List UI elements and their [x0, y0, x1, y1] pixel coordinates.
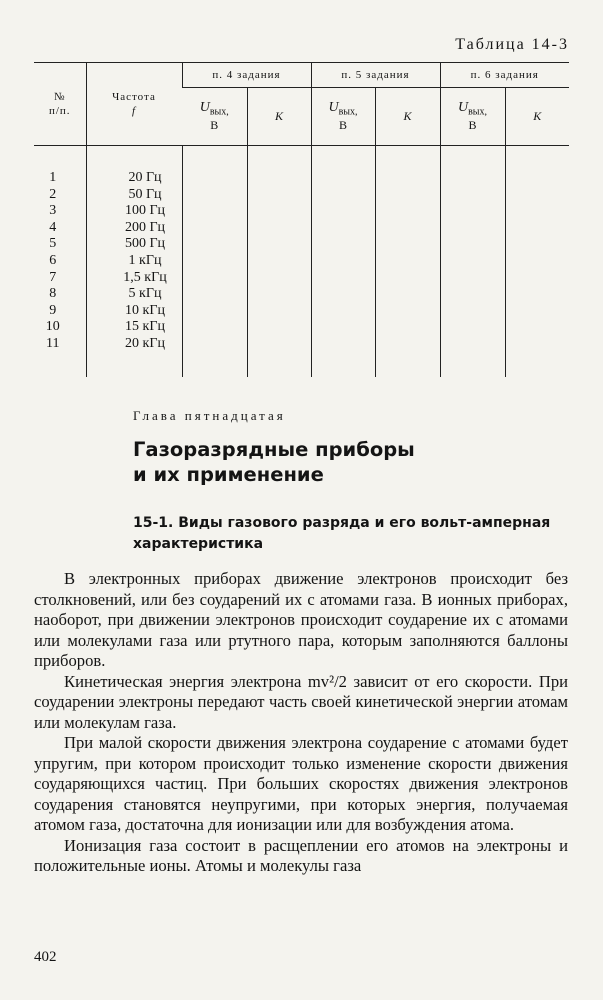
empty-cell: [311, 286, 375, 303]
row-frequency: 15 кГц: [86, 319, 182, 336]
row-frequency: 10 кГц: [86, 303, 182, 320]
header-number: № п/п.: [34, 63, 86, 146]
table-body: [34, 146, 569, 377]
empty-cell: [505, 303, 569, 320]
row-frequency: 50 Гц: [86, 187, 182, 204]
empty-cell: [505, 220, 569, 237]
empty-cell: [505, 236, 569, 253]
row-frequency: 20 Гц: [86, 170, 182, 187]
empty-cell: [182, 286, 247, 303]
section-title: 15-1. Виды газового разряда и его вольт-амперная характеристика: [133, 515, 551, 552]
empty-cell: [182, 303, 247, 320]
table-row: [34, 220, 569, 237]
table-row: [34, 270, 569, 287]
empty-cell: [440, 270, 505, 287]
empty-cell: [247, 286, 311, 303]
row-frequency: 100 Гц: [86, 203, 182, 220]
measurement-table: [34, 62, 569, 377]
empty-cell: [440, 253, 505, 270]
header-group-6: п. 6 задания: [440, 63, 569, 88]
table-row: [34, 303, 569, 320]
empty-cell: [182, 336, 247, 353]
empty-cell: [375, 336, 440, 353]
empty-cell: [505, 187, 569, 204]
row-number: 4: [49, 219, 57, 235]
empty-cell: [440, 336, 505, 353]
empty-cell: [440, 187, 505, 204]
empty-cell: [440, 319, 505, 336]
empty-cell: [375, 170, 440, 187]
empty-cell: [182, 270, 247, 287]
header-group-5: п. 5 задания: [311, 63, 440, 88]
table-row: [34, 236, 569, 253]
empty-cell: [505, 253, 569, 270]
row-number: 1: [49, 170, 57, 185]
row-number: 7: [49, 269, 57, 285]
table-row: [34, 336, 569, 353]
empty-cell: [182, 236, 247, 253]
empty-cell: [375, 270, 440, 287]
empty-cell: [440, 286, 505, 303]
paragraph: Ионизация газа состоит в расщеплении его атомов на электроны и положительные ионы. Атомы и молекулы газа: [34, 835, 568, 875]
paragraph: При малой скорости движения электрона соударение с атомами будет упругим, при котором происходит только изменение скорости движения соударяющихся частиц. При больших скоростях движения электронов соударения становятся неупругими, при которых энергия, получаемая атомом газа, достаточна для ионизации или для возбуждения атома.: [34, 733, 568, 834]
empty-cell: [247, 187, 311, 204]
paragraph: Кинетическая энергия электрона mv²/2 зависит от его скорости. При соударении электроны передают часть своей кинетической энергии атомам или молекулам газа.: [34, 671, 568, 732]
empty-cell: [182, 187, 247, 204]
empty-cell: [505, 170, 569, 187]
empty-cell: [311, 270, 375, 287]
empty-cell: [375, 220, 440, 237]
row-number: 11: [46, 335, 60, 351]
row-number: 3: [49, 203, 57, 219]
empty-cell: [311, 220, 375, 237]
row-number: 9: [49, 302, 57, 318]
empty-cell: [182, 253, 247, 270]
empty-cell: [247, 203, 311, 220]
empty-cell: [247, 170, 311, 187]
empty-cell: [375, 236, 440, 253]
chapter-title: Газоразрядные приборы и их применение: [133, 438, 415, 486]
table-row: [34, 187, 569, 204]
page-number: 402: [34, 949, 57, 965]
empty-cell: [311, 203, 375, 220]
row-frequency: 200 Гц: [86, 220, 182, 237]
row-frequency: 20 кГц: [86, 336, 182, 353]
table-row: [34, 253, 569, 270]
header-k: K: [505, 88, 569, 146]
empty-cell: [182, 319, 247, 336]
empty-cell: [505, 336, 569, 353]
empty-cell: [505, 286, 569, 303]
header-k: K: [375, 88, 440, 146]
row-number: 8: [49, 286, 57, 302]
header-u-out: $U_{вых,}$ В: [311, 88, 375, 146]
header-u-out: $U_{вых,}$ В: [182, 88, 247, 146]
row-number: 2: [49, 186, 57, 202]
header-group-4: п. 4 задания: [182, 63, 311, 88]
chapter-label: Глава пятнадцатая: [133, 408, 286, 423]
empty-cell: [311, 336, 375, 353]
header-k: K: [247, 88, 311, 146]
empty-cell: [311, 319, 375, 336]
empty-cell: [375, 303, 440, 320]
empty-cell: [375, 253, 440, 270]
header-u-out: $U_{вых,}$ В: [440, 88, 505, 146]
empty-cell: [311, 187, 375, 204]
empty-cell: [311, 236, 375, 253]
table-row: [34, 319, 569, 336]
empty-cell: [440, 203, 505, 220]
header-frequency: Частота f: [86, 63, 182, 146]
empty-cell: [311, 303, 375, 320]
row-frequency: 5 кГц: [86, 286, 182, 303]
table-caption: Таблица 14-3: [455, 36, 569, 53]
row-frequency: 1 кГц: [86, 253, 182, 270]
empty-cell: [375, 187, 440, 204]
empty-cell: [247, 220, 311, 237]
empty-cell: [182, 220, 247, 237]
empty-cell: [440, 220, 505, 237]
empty-cell: [505, 319, 569, 336]
row-frequency: 500 Гц: [86, 236, 182, 253]
empty-cell: [182, 203, 247, 220]
table-row: [34, 203, 569, 220]
empty-cell: [247, 253, 311, 270]
empty-cell: [505, 203, 569, 220]
row-frequency: 1,5 кГц: [86, 270, 182, 287]
body-text: [34, 569, 568, 877]
empty-cell: [311, 170, 375, 187]
empty-cell: [247, 236, 311, 253]
empty-cell: [247, 270, 311, 287]
paragraph: В электронных приборах движение электронов происходит без столкновений, или без соударений их с атомами газа. В ионных приборах, наоборот, при движении электронов происходит соударение их с атомами или молекулами газа или ртутного пара, которым заполняются баллоны приборов.: [34, 569, 568, 670]
empty-cell: [247, 303, 311, 320]
empty-cell: [505, 270, 569, 287]
empty-cell: [311, 253, 375, 270]
empty-cell: [440, 236, 505, 253]
table-row: [34, 170, 569, 187]
empty-cell: [375, 319, 440, 336]
row-number: 10: [45, 319, 60, 335]
row-number: 6: [49, 252, 57, 268]
empty-cell: [247, 319, 311, 336]
empty-cell: [375, 286, 440, 303]
empty-cell: [182, 170, 247, 187]
empty-cell: [440, 170, 505, 187]
table-row: [34, 286, 569, 303]
row-number: 5: [49, 236, 57, 252]
empty-cell: [375, 203, 440, 220]
empty-cell: [440, 303, 505, 320]
empty-cell: [247, 336, 311, 353]
